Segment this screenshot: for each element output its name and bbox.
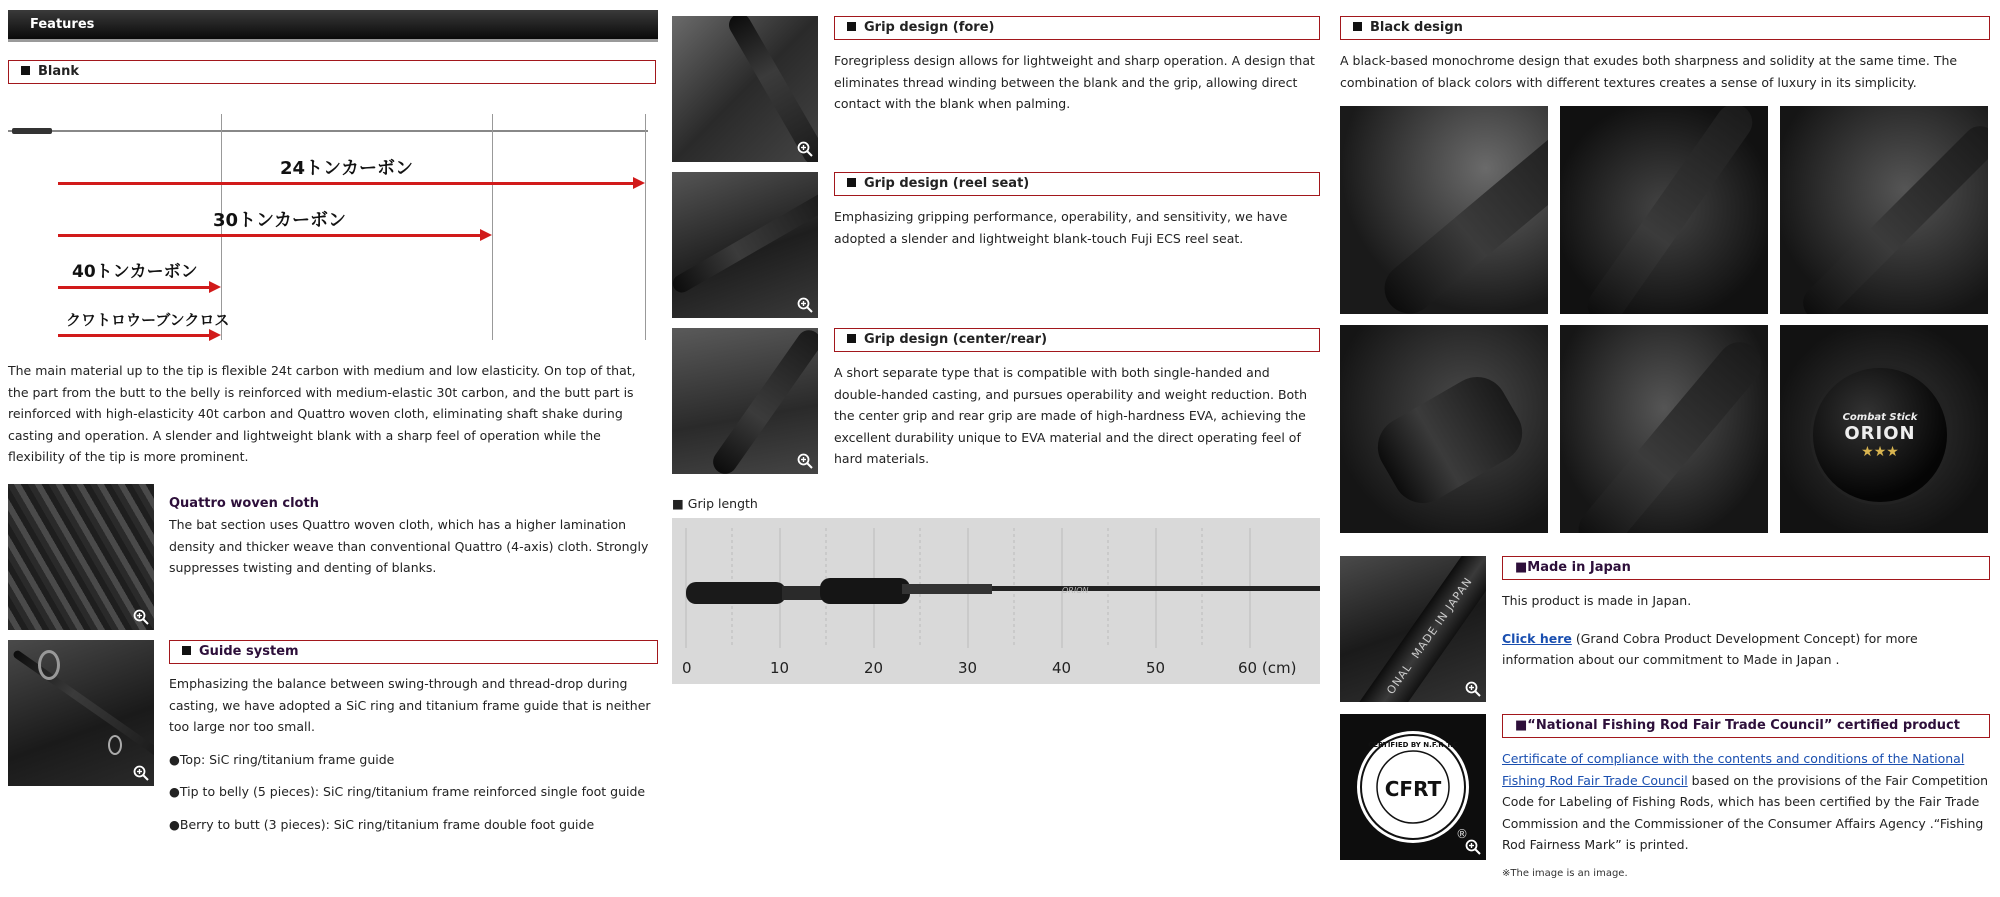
japan-text: This product is made in Japan.: [1502, 593, 1692, 608]
grip-center-heading-text: Grip design (center/rear): [864, 332, 1048, 347]
grip-reel-heading: [834, 172, 1320, 196]
rear-grip: [686, 582, 786, 604]
tick-label: 0: [682, 659, 692, 677]
square-bullet-icon: [182, 646, 191, 655]
grip-fore-block: [834, 16, 1320, 115]
divider-24t: [645, 114, 646, 340]
label-24t: 24トンカーボン: [280, 158, 414, 179]
black-design-photo[interactable]: [1340, 325, 1548, 533]
council-certificate-link[interactable]: Certificate of compliance with the contents and conditions of the National Fishing Rod Fair Trade Council: [1502, 751, 1965, 788]
quattro-title: Quattro woven cloth: [169, 496, 319, 511]
seal-mark: CFRT: [1384, 777, 1442, 801]
grip-center-text: A short separate type that is compatible with both single-handed and double-handed casting, and pursues operability and weight reduction. Both the center grip and rear grip are made of high-hardness EVA, achieving the excellent durability unique to EVA material and the direct operating feel of hard materials.: [834, 365, 1307, 466]
zoom-icon[interactable]: [797, 141, 813, 157]
cap-brand: Combat Stick: [1842, 412, 1918, 423]
zoom-icon[interactable]: [797, 453, 813, 469]
black-design-photo[interactable]: [1340, 106, 1548, 314]
tick-label: 20: [864, 659, 884, 677]
guide-heading: [169, 640, 658, 664]
grip-length-heading: ■ Grip length: [672, 496, 758, 511]
rod-line: [8, 130, 648, 132]
zoom-icon[interactable]: [133, 609, 149, 625]
grip-reel-seat-photo[interactable]: [672, 172, 818, 318]
grip-reel-heading-text: Grip design (reel seat): [864, 176, 1030, 191]
rod-blank: [992, 586, 1320, 591]
photo-text: MADE IN JAPAN: [1409, 574, 1475, 661]
tick-label: 60 (cm): [1238, 659, 1297, 677]
council-block: [1502, 714, 1990, 879]
zoom-icon[interactable]: [133, 765, 149, 781]
arrow-30t: [58, 234, 482, 237]
grip-fore-text: Foregripless design allows for lightweight and sharp operation. A design that eliminates thread winding between the blank and the grip, allowing direct contact with the blank when palming.: [834, 53, 1315, 111]
zoom-icon[interactable]: [797, 297, 813, 313]
blank-heading: [8, 60, 656, 84]
grip-reel-block: [834, 172, 1320, 249]
quattro-text: The bat section uses Quattro woven cloth, which has a higher lamination density and thicker weave than conventional Quattro (4-axis) cloth. Strongly suppresses twisting and denting of blanks.: [169, 517, 649, 575]
square-bullet-icon: [847, 178, 856, 187]
black-design-photo[interactable]: [1780, 325, 1988, 533]
grip-center-rear-photo[interactable]: [672, 328, 818, 474]
grip-center-heading: [834, 328, 1320, 352]
arrow-24t: [58, 182, 635, 185]
council-paragraph: [1502, 748, 1990, 856]
square-bullet-icon: [847, 22, 856, 31]
blank-description: The main material up to the tip is flexible 24t carbon with medium and low elasticity. On top of that, the part from the butt to the belly is reinforced with medium-elastic 30t carbon, and the butt part is reinforced with high-elasticity 40t carbon and Quattro woven cloth, eliminating shaft shake during casting and operation. A slender and lightweight blank with a sharp feel of operation while the flexibility of the tip is more prominent.: [8, 363, 636, 464]
grip-fore-heading-text: Grip design (fore): [864, 20, 995, 35]
square-bullet-icon: [847, 334, 856, 343]
guide-text-block: [169, 640, 658, 835]
guide-item: ●Tip to belly (5 pieces): SiC ring/titanium frame reinforced single foot guide: [169, 784, 646, 799]
left-column: [8, 0, 658, 832]
grip-reel-text: Emphasizing gripping performance, operability, and sensitivity, we have adopted a slender and lightweight blank-touch Fuji ECS reel seat.: [834, 209, 1288, 246]
reel-seat: [902, 584, 992, 594]
black-design-text: A black-based monochrome design that exudes both sharpness and solidity at the same time. The combination of black colors with different textures creates a sense of luxury in its simplicity.: [1340, 53, 1958, 90]
label-quattro: クワトロウーブンクロス: [66, 311, 230, 329]
seal-text: CERTIFIED BY N.F.R.T.C: [1368, 741, 1458, 749]
tick-label: 10: [770, 659, 790, 677]
grip-center-block: [834, 328, 1320, 470]
black-design-photo[interactable]: [1560, 325, 1768, 533]
blank-carbon-diagram: [8, 104, 658, 344]
black-design-photo[interactable]: [1560, 106, 1768, 314]
label-30t: 30トンカーボン: [213, 210, 347, 231]
cap-model: ORION: [1844, 423, 1916, 444]
features-title-bar: Features: [8, 10, 658, 42]
arrow-40t: [58, 286, 211, 289]
grip-fore-heading: [834, 16, 1320, 40]
guide-system-photo[interactable]: [8, 640, 154, 786]
japan-heading: ■Made in Japan: [1502, 556, 1990, 580]
zoom-icon[interactable]: [1465, 681, 1481, 697]
butt-cap: [1810, 365, 1950, 505]
zoom-icon[interactable]: [1465, 839, 1481, 855]
japan-link-paragraph: [1502, 628, 1990, 671]
grip-length-figure: [672, 518, 1320, 684]
guide-item: ●Berry to butt (3 pieces): SiC ring/titanium frame double foot guide: [169, 816, 595, 832]
nfrtc-certificate-photo[interactable]: [1340, 714, 1486, 860]
black-design-heading: [1340, 16, 1990, 40]
black-heading-text: Black design: [1370, 20, 1463, 35]
blank-heading-text: Blank: [38, 64, 80, 79]
divider-30t: [492, 114, 493, 340]
guide-item: ●Top: SiC ring/titanium frame guide: [169, 751, 395, 767]
photo-text-2: ONAL: [1384, 660, 1415, 697]
quattro-text-block: [169, 494, 658, 579]
registered-mark: ®: [1456, 827, 1468, 841]
rod-butt: [12, 128, 52, 134]
guide-ring: [38, 650, 60, 680]
council-text: based on the provisions of the Fair Competition Code for Labeling of Fishing Rods, which has been certified by the Fair Trade Commission and the Commissioner of the Consumer Affairs Agency .“Fishing Rod Fairness Mark” is printed.: [1502, 772, 1989, 852]
tick-label: 40: [1052, 659, 1072, 677]
image-note: ※The image is an image.: [1502, 867, 1628, 879]
square-bullet-icon: [21, 66, 30, 75]
japan-block: [1502, 556, 1990, 671]
arrow-quattro: [58, 334, 211, 337]
grip-fore-photo[interactable]: [672, 16, 818, 162]
black-design-photo[interactable]: [1780, 106, 1988, 314]
tick-label: 50: [1146, 659, 1166, 677]
guide-heading-text: Guide system: [199, 644, 299, 659]
square-bullet-icon: [1353, 22, 1362, 31]
label-40t: 40トンカーボン: [72, 262, 198, 282]
guide-ring: [108, 735, 122, 755]
rod-brand-text: ORION: [1062, 586, 1089, 595]
click-here-link[interactable]: Click here: [1502, 630, 1572, 646]
japan-link-after: (Grand Cobra Product Development Concept) for more information about our commitment to Made in Japan .: [1502, 630, 1918, 667]
tick-label: 30: [958, 659, 978, 677]
center-grip: [820, 578, 910, 604]
right-column: [1340, 0, 1990, 879]
guide-text: Emphasizing the balance between swing-through and thread-drop during casting, we have adopted a SiC ring and titanium frame guide that is neither too large nor too small.: [169, 676, 651, 734]
made-in-japan-photo[interactable]: [1340, 556, 1486, 702]
cap-stars: ★★★: [1861, 444, 1899, 460]
council-heading: ■“National Fishing Rod Fair Trade Council” certified product: [1502, 714, 1990, 738]
grip-length-svg: [672, 518, 1320, 684]
quattro-cloth-photo[interactable]: [8, 484, 154, 630]
